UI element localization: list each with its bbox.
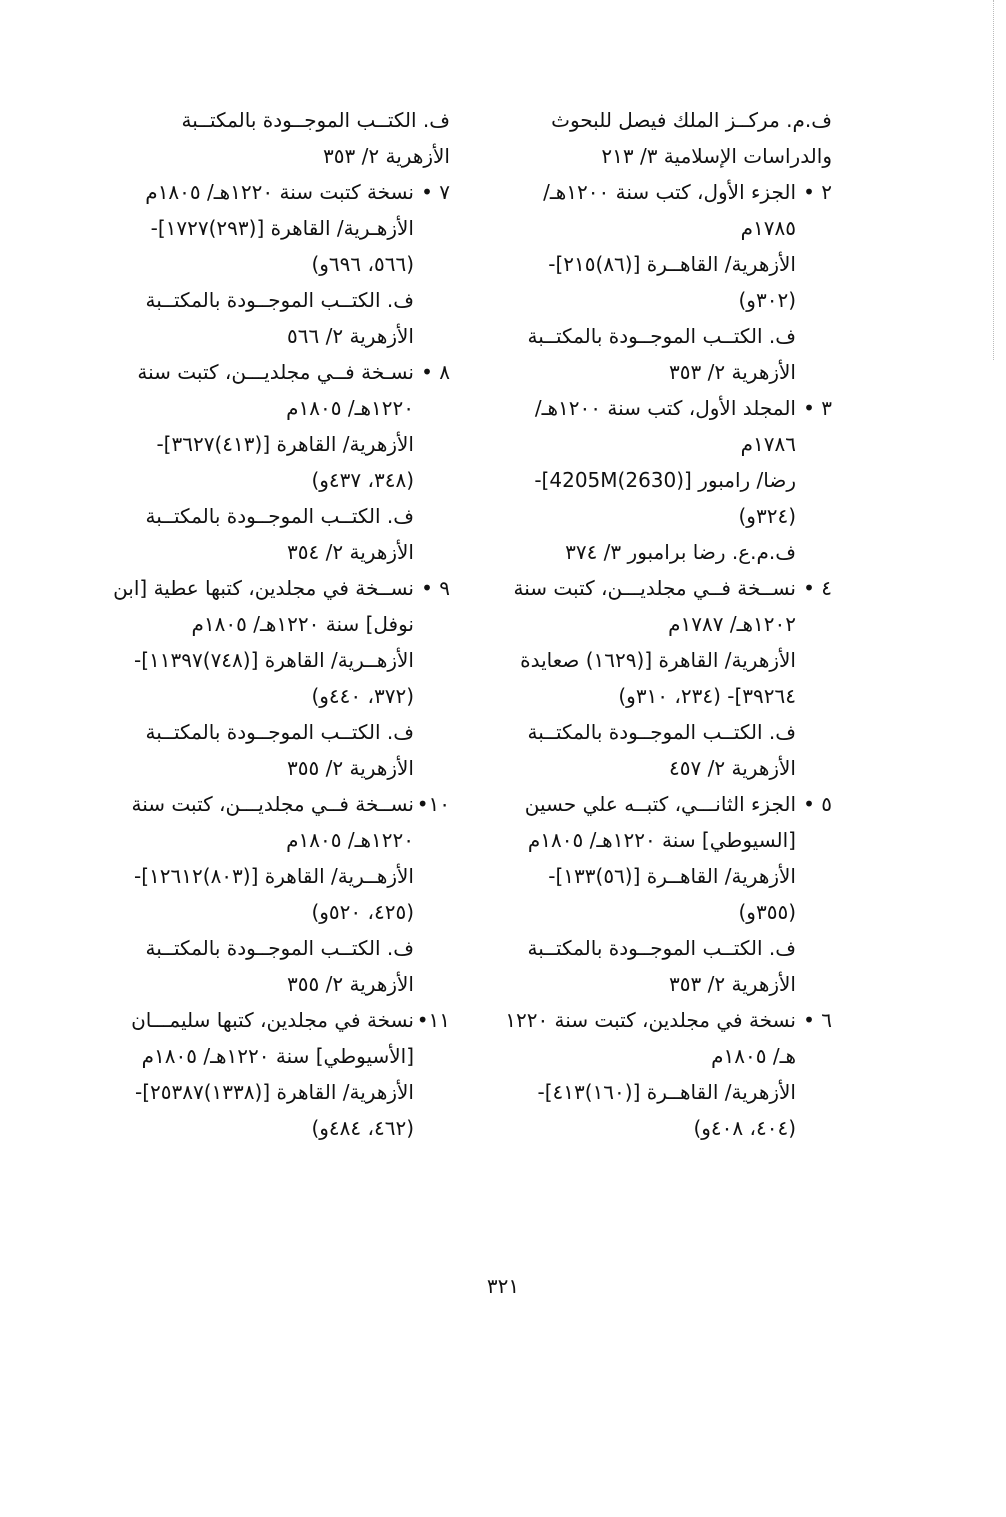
entry-line: (٤٠٤، ٤٠٨و)	[693, 1116, 796, 1140]
entry-line: ف. الكتــب الموجــودة بالمكتــبة	[145, 288, 414, 312]
entry-number: ٧ •	[421, 180, 450, 204]
entry-number: ٨ •	[421, 360, 450, 384]
entry-line: ف. الكتــب الموجــودة بالمكتــبة	[145, 936, 414, 960]
entry-line: رضا/ رامبور [(2630)4205M]-	[534, 468, 796, 492]
page-number: ٣٢١	[486, 1274, 520, 1298]
margin-guide	[993, 0, 994, 360]
entry-line: ١٢٠٢هـ/ ١٧٨٧م	[668, 612, 796, 636]
entry-number: ٣ •	[803, 396, 832, 420]
entry	[110, 1002, 450, 1146]
entry-line: (٣٠٢و)	[738, 288, 796, 312]
entry-number: ٥ •	[803, 792, 832, 816]
entry-line: ف. الكتــب الموجــودة بالمكتــبة	[145, 720, 414, 744]
entry	[110, 354, 450, 570]
entry-line: نسخة في مجلدين، كتبت سنة ١٢٢٠	[505, 1008, 796, 1032]
entry	[492, 174, 832, 390]
left-column	[110, 102, 450, 1146]
entry-line: الأزهرية ٢/ ٣٥٣	[323, 144, 450, 168]
entry-line: ف.م. مركــز الملك فيصل للبحوث	[551, 108, 832, 132]
entry-line: نسخة كتبت سنة ١٢٢٠هـ/ ١٨٠٥م	[145, 180, 414, 204]
entry-line: [السيوطي] سنة ١٢٢٠هـ/ ١٨٠٥م	[527, 828, 796, 852]
entry-line: ٣٩٢٦٤]- (٢٣٤، ٣١٠و)	[618, 684, 796, 708]
entry-line: نسـخة فــي مجلديـــن، كتبت سنة	[137, 360, 414, 384]
entry-line: نســخة فــي مجلديـــن، كتبت سنة	[513, 576, 796, 600]
entry	[110, 786, 450, 1002]
entry-line: الأزهرية ٢/ ٣٥٥	[287, 756, 414, 780]
entry-line: الأزهرية ٢/ ٣٥٥	[287, 972, 414, 996]
entry-number: ١١•	[416, 1008, 450, 1032]
entry-line: الأزهرية ٢/ ٥٦٦	[287, 324, 414, 348]
entry-line: ف.م.ع. رضا برامبور ٣/ ٣٧٤	[565, 540, 796, 564]
entry	[492, 570, 832, 786]
entry-line: ف. الكتــب الموجــودة بالمكتــبة	[527, 324, 796, 348]
entry-line: الجزء الثانـــي، كتبــه علي حسين	[524, 792, 796, 816]
entry-number: ١٠•	[416, 792, 450, 816]
entry	[492, 390, 832, 570]
entry	[110, 570, 450, 786]
entry-line: الأزهرية/ القاهــرة [(٥٦)١٣٣]-	[548, 864, 796, 888]
entry-line: (٤٦٢، ٤٨٤و)	[311, 1116, 414, 1140]
entry-line: ١٢٢٠هـ/ ١٨٠٥م	[286, 396, 414, 420]
entry-line: نســخة فــي مجلديـــن، كتبت سنة	[131, 792, 414, 816]
entry-line: نوفل] سنة ١٢٢٠هـ/ ١٨٠٥م	[191, 612, 414, 636]
entry-line: (٤٢٥، ٥٢٠و)	[311, 900, 414, 924]
entry-line: المجلد الأول، كتب سنة ١٢٠٠هـ/	[534, 396, 796, 420]
entry-line: الأزهرية ٢/ ٣٥٤	[287, 540, 414, 564]
entry-line: ف. الكتــب الموجــودة بالمكتــبة	[181, 108, 450, 132]
entry-line: (٣٢٤و)	[738, 504, 796, 528]
entry-line: الأزهرية/ القاهرة [(١٣٣٨)٢٥٣٨٧]-	[134, 1080, 414, 1104]
entry-line: الأزهرية/ القاهرة [(٤١٣)٣٦٢٧]-	[156, 432, 414, 456]
entry-line: الأزهرية/ القاهرة [(١٦٢٩) صعايدة	[520, 648, 796, 672]
entry-line: الأزهـرية/ القاهرة [(٢٩٣)١٧٢٧]-	[150, 216, 414, 240]
entry-line: (٥٦٦، ٦٩٦و)	[311, 252, 414, 276]
entry-line: ١٧٨٦م	[740, 432, 796, 456]
entry-line: الأزهرية ٢/ ٣٥٣	[669, 972, 796, 996]
entry	[110, 102, 450, 174]
entry-line: (٣٧٢، ٤٤٠و)	[311, 684, 414, 708]
entry-number: ٢ •	[803, 180, 832, 204]
entry-line: (٣٥٥و)	[738, 900, 796, 924]
entry-line: ف. الكتــب الموجــودة بالمكتــبة	[145, 504, 414, 528]
entry	[492, 1002, 832, 1146]
entry-number: ٦ •	[803, 1008, 832, 1032]
entry-line: (٣٤٨، ٤٣٧و)	[311, 468, 414, 492]
entry-number: ٤ •	[803, 576, 832, 600]
entry	[110, 174, 450, 354]
right-column	[492, 102, 832, 1146]
entry-line: والدراسات الإسلامية ٣/ ٢١٣	[601, 144, 832, 168]
entry-line: ١٧٨٥م	[740, 216, 796, 240]
entry-line: نســخة في مجلدين، كتبها عطية [ابن	[113, 576, 414, 600]
entry-line: ف. الكتــب الموجــودة بالمكتــبة	[527, 720, 796, 744]
entry	[492, 102, 832, 174]
entry-line: الأزهــرية/ القاهرة [(٨٠٣)١٢٦١٢]-	[134, 864, 414, 888]
entry-line: نسخة في مجلدين، كتبها سليمـــان	[131, 1008, 414, 1032]
entry-number: ٩ •	[421, 576, 450, 600]
entry-line: الأزهــرية/ القاهرة [(٧٤٨)١١٣٩٧]-	[134, 648, 414, 672]
entry-line: الجزء الأول، كتب سنة ١٢٠٠هـ/	[543, 180, 796, 204]
entry-line: الأزهرية/ القاهــرة [(١٦٠)٤١٣]-	[537, 1080, 796, 1104]
entry-line: [الأسيوطي] سنة ١٢٢٠هـ/ ١٨٠٥م	[141, 1044, 414, 1068]
entry-line: ف. الكتــب الموجــودة بالمكتــبة	[527, 936, 796, 960]
entry-line: الأزهرية/ القاهــرة [(٨٦)٢١٥]-	[548, 252, 796, 276]
entry	[492, 786, 832, 1002]
entry-line: هـ/ ١٨٠٥م	[711, 1044, 796, 1068]
entry-line: الأزهرية ٢/ ٣٥٣	[669, 360, 796, 384]
entry-line: الأزهرية ٢/ ٤٥٧	[669, 756, 796, 780]
entry-line: ١٢٢٠هـ/ ١٨٠٥م	[286, 828, 414, 852]
